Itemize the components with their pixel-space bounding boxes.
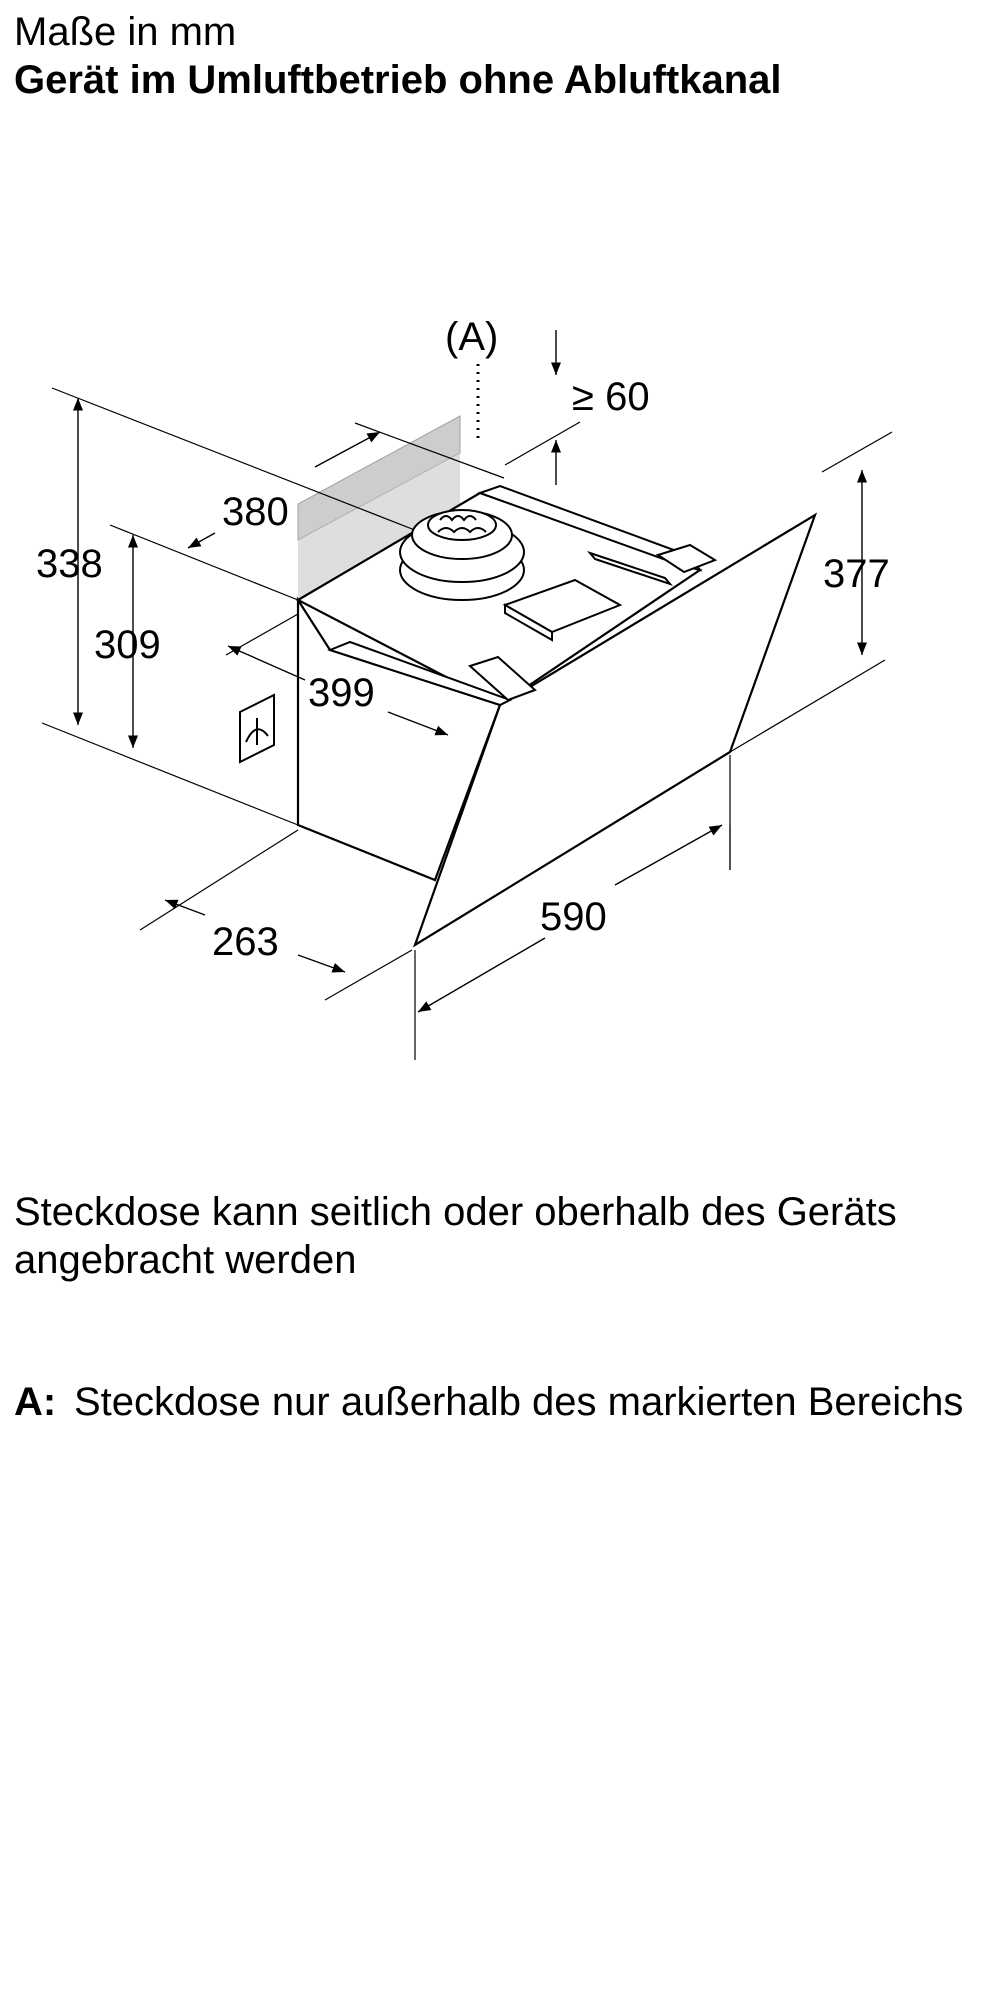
hood-body [298,493,815,945]
legend-text: Steckdose nur außerhalb des markierten Bereichs [74,1380,964,1424]
dim-width-top: 380 [222,490,289,534]
socket-symbol [240,695,274,762]
dim-clearance: ≥ 60 [572,375,650,419]
fan-filter [400,510,524,600]
installation-note: Steckdose kann seitlich oder oberhalb des Geräts angebracht werden [14,1190,897,1282]
dim-width-front: 590 [540,895,607,939]
dimension-drawing [0,280,1000,1080]
dim-height-total: 338 [36,542,103,586]
legend-key: A: [14,1380,57,1424]
dim-depth-bottom: 263 [212,920,279,964]
marker-label-a: (A) [445,315,499,359]
unit-caption: Maße in mm [14,10,237,54]
dim-depth-side: 399 [308,671,375,715]
dim-height-body: 309 [94,623,161,667]
page-title: Gerät im Umluftbetrieb ohne Abluftkanal [14,58,782,102]
dim-height-front: 377 [823,552,890,596]
